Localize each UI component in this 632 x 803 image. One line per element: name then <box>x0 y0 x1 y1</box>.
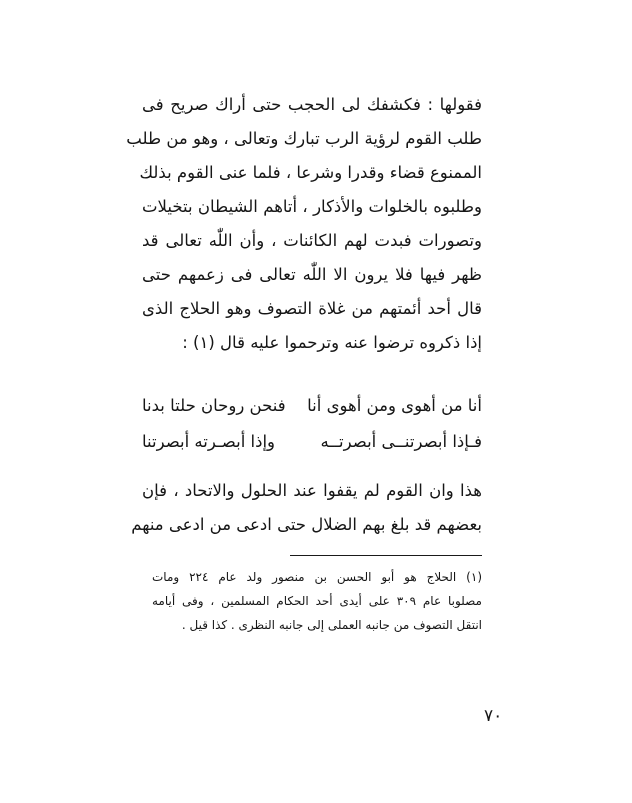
footnote <box>152 565 482 637</box>
main-paragraph <box>126 88 482 360</box>
poem-verses <box>142 388 482 460</box>
text-line: طلب القوم لرؤية الرب تبارك وتعالى ، وهو من طلب <box>126 129 482 148</box>
text-line: وطلبوه بالخلوات والأذكار ، أتاهم الشيطان بتخيلات <box>142 197 482 216</box>
verse-second-hemistich: وإذا أبصـرته أبصرتنا <box>142 432 276 451</box>
text-line: الممنوع قضاء وقدرا وشرعا ، فلما عنى القوم بذلك <box>139 163 482 182</box>
verse-line <box>142 388 482 424</box>
footnote-line: انتقل التصوف من جانبه العملى إلى جانبه النظرى . كذا قيل . <box>181 618 482 632</box>
footnote-separator <box>290 555 482 556</box>
verse-line <box>142 424 482 460</box>
verse-first-hemistich: فـإذا أبصرتنــى أبصرتــه <box>320 432 482 451</box>
page-number: ٧٠ <box>484 706 503 726</box>
footnote-line: (١) الحلاج هو أبو الحسن بن منصور ولد عام ٢٢٤ ومات <box>152 570 482 584</box>
text-line: هذا وان القوم لم يقفوا عند الحلول والاتحاد ، فإن <box>142 481 482 500</box>
text-line: فقولها : فكشفك لى الحجب حتى أراك صريح فى <box>142 95 482 114</box>
text-line: قال أحد أئمتهم من غلاة التصوف وهو الحلاج الذى <box>142 299 482 318</box>
text-line: إذا ذكروه ترضوا عنه وترحموا عليه قال (١) : <box>182 333 482 352</box>
verse-second-hemistich: فنحن روحان حلتا بدنا <box>142 396 286 415</box>
footnote-line: مصلوبا عام ٣٠٩ على أيدى أحد الحكام المسلمين ، وفى أيامه <box>152 594 482 608</box>
continuation-paragraph <box>131 474 482 542</box>
text-line: ظهر فيها فلا يرون الا اللّٰه تعالى فى زعمهم حتى <box>142 265 482 284</box>
text-line: بعضهم قد بلغ بهم الضلال حتى ادعى من ادعى منهم <box>131 515 482 534</box>
text-line: وتصورات فبدت لهم الكائنات ، وأن اللّٰه تعالى قد <box>142 231 482 250</box>
verse-first-hemistich: أنا من أهوى ومن أهوى أنا <box>307 396 482 415</box>
